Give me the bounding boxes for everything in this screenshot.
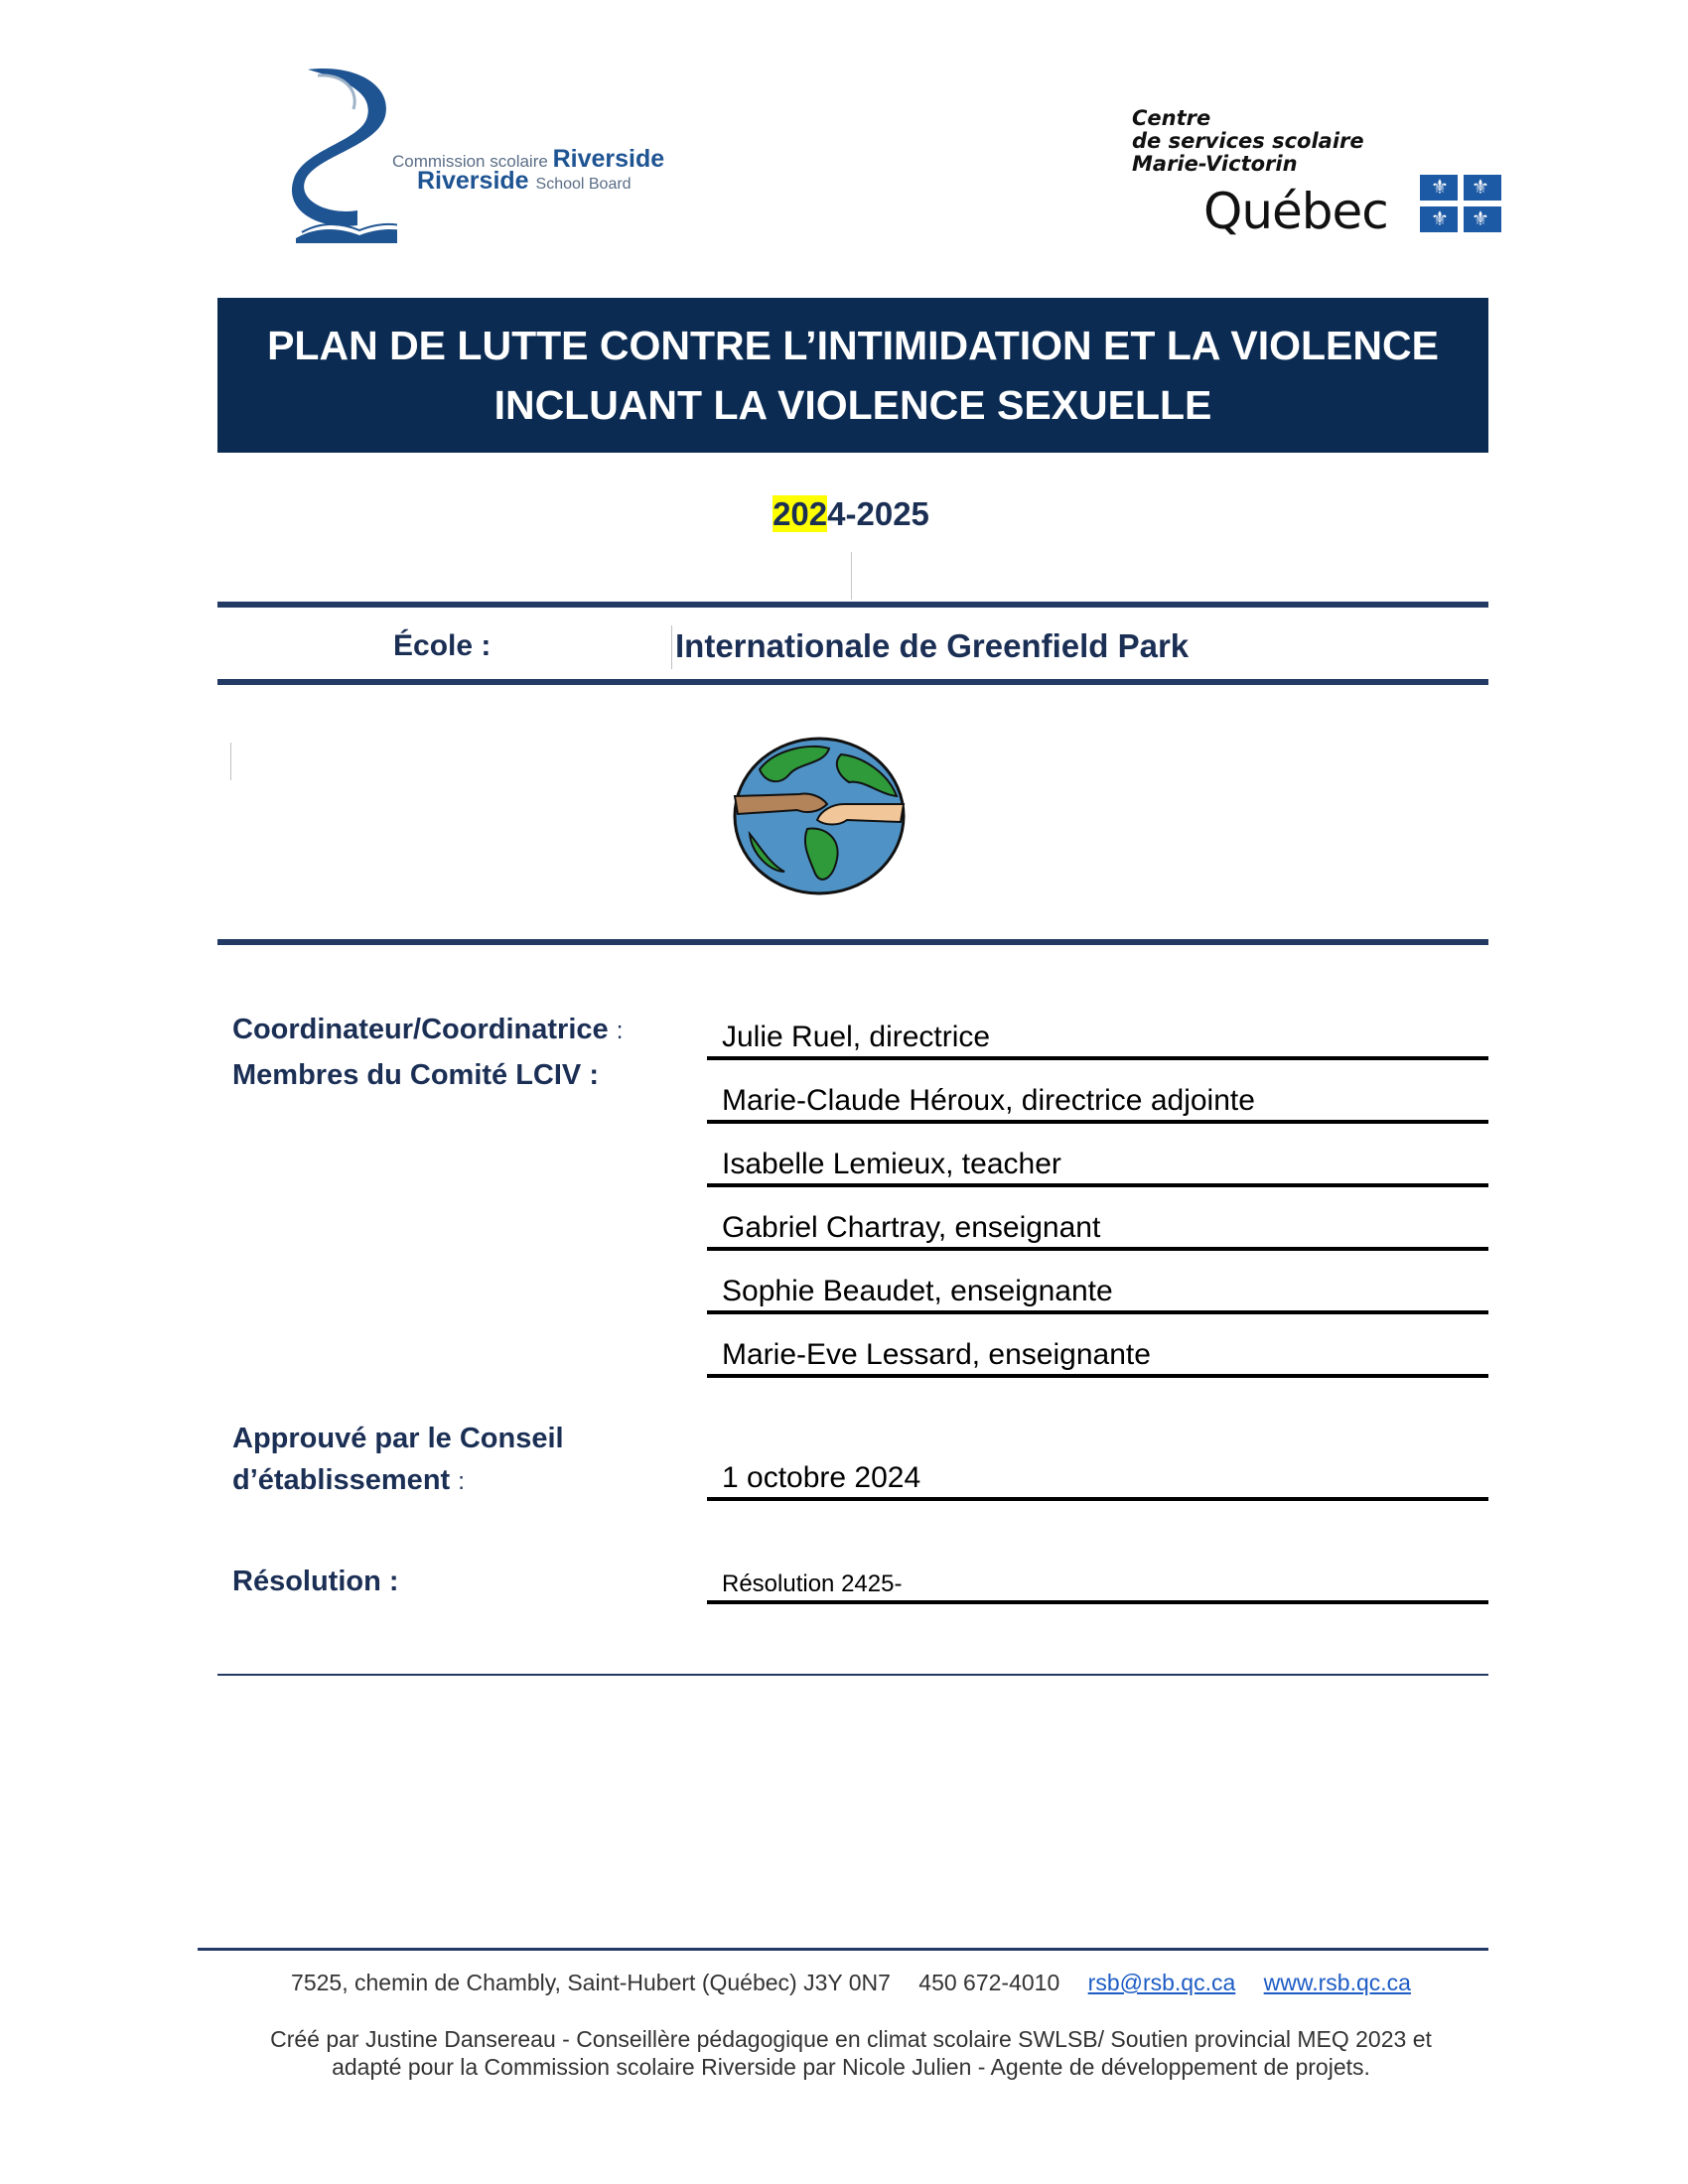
school-bottom-rule bbox=[217, 679, 1488, 685]
rsb-name-en: Riverside bbox=[417, 167, 529, 195]
title-line1: PLAN DE LUTTE CONTRE L’INTIMIDATION ET LA VIOLENCE bbox=[267, 323, 1439, 368]
member-name: Gabriel Chartray, enseignant bbox=[722, 1211, 1101, 1244]
quebec-wordmark: Québec bbox=[1203, 183, 1388, 240]
coordinator-label bbox=[232, 1009, 623, 1052]
resolution-label: Résolution : bbox=[232, 1566, 399, 1597]
committee-members-label: Membres du Comité LCIV : bbox=[232, 1059, 599, 1091]
member-name: Sophie Beaudet, enseignante bbox=[722, 1275, 1113, 1307]
rsb-prefix: Commission scolaire bbox=[392, 152, 548, 171]
school-year bbox=[0, 495, 1688, 533]
member-field[interactable] bbox=[707, 1271, 1488, 1314]
approval-label-line1: Approuvé par le Conseil bbox=[232, 1423, 564, 1454]
member-name: Isabelle Lemieux, teacher bbox=[722, 1148, 1061, 1180]
approval-date: 1 octobre 2024 bbox=[722, 1461, 921, 1494]
footer-rule bbox=[198, 1948, 1488, 1951]
cell-divider bbox=[230, 743, 231, 780]
cssmv-line3: Marie-Victorin bbox=[1132, 152, 1298, 176]
resolution-field[interactable] bbox=[707, 1561, 1488, 1604]
credits-line2: adapté pour la Commission scolaire Riverside par Nicole Julien - Agente de développement de projets. bbox=[332, 2054, 1370, 2080]
riverside-river-icon bbox=[288, 62, 397, 250]
quebec-flag-icon: ⚜ ⚜ ⚜ ⚜ bbox=[1420, 175, 1501, 232]
image-bottom-rule bbox=[217, 939, 1488, 945]
member-field[interactable] bbox=[707, 1080, 1488, 1124]
member-field[interactable] bbox=[707, 1017, 1488, 1060]
cursor-mark bbox=[851, 552, 852, 600]
cssmv-line1: Centre bbox=[1132, 106, 1211, 130]
footer-email-link[interactable]: rsb@rsb.qc.ca bbox=[1087, 1970, 1236, 1995]
credits-line1: Créé par Justine Dansereau - Conseillère pédagogique en climat scolaire SWLSB/ Soutien provincial MEQ 2023 et bbox=[270, 2026, 1432, 2052]
coordinator-colon: : bbox=[616, 1018, 624, 1044]
cssmv-name bbox=[1132, 107, 1364, 176]
approval-label bbox=[232, 1418, 564, 1503]
member-name: Marie-Eve Lessard, enseignante bbox=[722, 1338, 1151, 1371]
rsb-name-fr: Riverside bbox=[552, 145, 665, 173]
approval-date-field[interactable] bbox=[707, 1457, 1488, 1501]
cssmv-line2: de services scolaire bbox=[1132, 129, 1364, 153]
member-field[interactable] bbox=[707, 1207, 1488, 1251]
year-highlighted: 202 bbox=[773, 495, 828, 532]
coordinator-label-text: Coordinateur/Coordinatrice bbox=[232, 1014, 609, 1045]
footer-address: 7525, chemin de Chambly, Saint-Hubert (Québec) J3Y 0N7 bbox=[291, 1970, 891, 1995]
footer-contact bbox=[0, 1970, 1688, 1996]
approval-label-line2: d’établissement bbox=[232, 1464, 451, 1496]
cell-divider bbox=[671, 625, 672, 669]
footer-credits bbox=[0, 2025, 1688, 2081]
member-field[interactable] bbox=[707, 1144, 1488, 1187]
approval-colon: : bbox=[458, 1468, 465, 1495]
rsb-line2 bbox=[417, 167, 632, 196]
title-line2: INCLUANT LA VIOLENCE SEXUELLE bbox=[493, 382, 1212, 428]
school-name: Internationale de Greenfield Park bbox=[675, 627, 1190, 664]
school-label: École : bbox=[393, 629, 492, 662]
rsb-suffix: School Board bbox=[535, 176, 632, 193]
footer-phone: 450 672-4010 bbox=[918, 1970, 1060, 1995]
school-top-rule bbox=[217, 602, 1488, 608]
member-name: Marie-Claude Héroux, directrice adjointe bbox=[722, 1084, 1255, 1117]
member-name: Julie Ruel, directrice bbox=[722, 1021, 991, 1053]
year-rest: 4-2025 bbox=[827, 495, 929, 532]
riverside-logo bbox=[288, 62, 665, 250]
resolution-value: Résolution 2425- bbox=[722, 1570, 903, 1597]
footer-website-link[interactable]: www.rsb.qc.ca bbox=[1263, 1970, 1411, 1995]
member-field[interactable] bbox=[707, 1334, 1488, 1378]
form-bottom-rule bbox=[217, 1674, 1488, 1676]
globe-hands-image bbox=[730, 735, 909, 898]
cssmv-quebec-logo bbox=[1132, 107, 1509, 246]
title-banner bbox=[217, 298, 1488, 453]
